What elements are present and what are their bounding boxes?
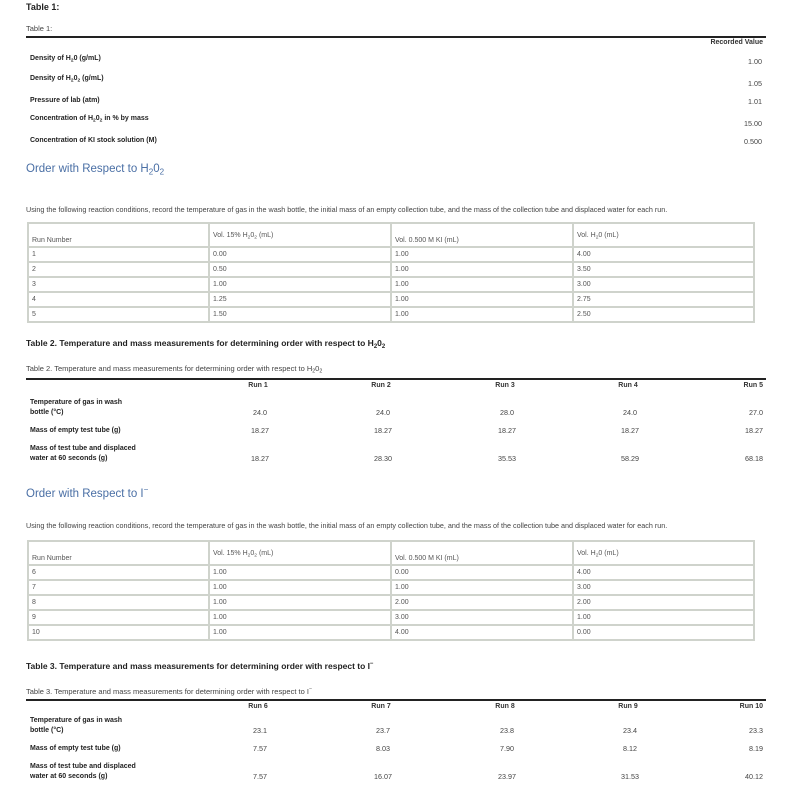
table-cell: 68.18 [745,454,763,463]
table-cell: 8.12 [623,744,637,753]
table2-col-run3: Run 3 [495,382,515,389]
table-cell: 23.97 [498,772,516,781]
cell-h2o2: 1.00 [209,565,391,580]
table-cell: 23.7 [376,726,390,735]
table1-value-density-water: 1.00 [748,57,762,66]
table-cell: 7.57 [253,744,267,753]
cell-ki: 1.00 [391,580,573,595]
header-vol-ki: Vol. 0.500 M KI (mL) [391,223,573,247]
table-cell: 35.53 [498,454,516,463]
table-cell: 27.0 [749,408,763,417]
table-cell: 7.57 [253,772,267,781]
table1-label-concentration-ki: Concentration of KI stock solution (M) [30,137,157,144]
cell-ki: 0.00 [391,565,573,580]
cell-h2o: 2.75 [573,292,754,307]
cell-h2o2: 1.00 [209,595,391,610]
header-run-number: Run Number [28,223,209,247]
table-cell: 58.29 [621,454,639,463]
table1-column-header: Recorded Value [710,39,763,46]
table3-label-temperature: Temperature of gas in wash bottle (°C) [30,717,123,734]
table3-col-run8: Run 8 [495,703,515,710]
cell-ki: 2.00 [391,595,573,610]
table-cell: 23.3 [749,726,763,735]
cell-run: 9 [28,610,209,625]
table3-caption: Table 3. Temperature and mass measurements for determining order with respect to I− [26,686,312,696]
cell-ki: 1.00 [391,307,573,322]
table2-col-run1: Run 1 [248,382,268,389]
section1-title: Order with Respect to $H_20_2$ [26,163,165,177]
cell-h2o2: 1.25 [209,292,391,307]
table-row [28,580,754,595]
table1-caption: Table 1: [26,24,53,33]
cell-ki: 1.00 [391,247,573,262]
table-cell: 24.0 [376,408,390,417]
table-cell: 8.19 [749,744,763,753]
table-row [28,277,754,292]
table-row [28,565,754,580]
cell-ki: 1.00 [391,262,573,277]
table-cell: 23.8 [500,726,514,735]
table1-value-concentration-ki: 0.500 [744,137,762,146]
table3-label-empty-mass: Mass of empty test tube (g) [30,745,121,752]
table-header-row [28,223,754,247]
table-cell: 24.0 [623,408,637,417]
table-row [28,262,754,277]
table2-label-displaced-mass: Mass of test tube and displaced water at 60 seconds (g) [30,445,136,462]
table2-heading: Table 2. Temperature and mass measurements for determining order with respect to $H_20_2$ [26,338,386,350]
header-vol-ki: Vol. 0.500 M KI (mL) [391,541,573,565]
table2-col-run2: Run 2 [371,382,391,389]
table1-label-density-water: Density of $H_20$ (g/mL) [30,55,101,64]
cell-ki: 1.00 [391,277,573,292]
cell-run: 10 [28,625,209,640]
cell-h2o2: 0.00 [209,247,391,262]
table-cell: 18.27 [621,426,639,435]
cell-h2o2: 0.50 [209,262,391,277]
header-run-number: Run Number [28,541,209,565]
table3-col-run10: Run 10 [739,703,763,710]
table3-col-run7: Run 7 [371,703,391,710]
section1-conditions-table [27,222,755,323]
cell-run: 1 [28,247,209,262]
cell-h2o2: 1.00 [209,580,391,595]
table2-label-empty-mass: Mass of empty test tube (g) [30,427,121,434]
table-row [28,307,754,322]
header-vol-water: Vol. $H_20$ (mL) [573,541,754,565]
cell-h2o: 4.00 [573,565,754,580]
section2-instructions: Using the following reaction conditions, record the temperature of gas in the wash bottle, the initial mass of an empty collection tube, and the mass of the collection tube and displaced water for each run. [26,521,668,530]
section1-instructions: Using the following reaction conditions, record the temperature of gas in the wash bottle, the initial mass of an empty collection tube, and the mass of the collection tube and displaced water for each run. [26,205,668,214]
table2-col-run5: Run 5 [743,382,763,389]
header-vol-peroxide: Vol. 15% $H_20_2$ (mL) [209,541,391,565]
table-row [28,610,754,625]
cell-run: 8 [28,595,209,610]
cell-run: 5 [28,307,209,322]
table1-value-concentration-peroxide: 15.00 [744,119,762,128]
table3-top-rule [26,699,766,701]
table-row [28,292,754,307]
table2-col-run4: Run 4 [618,382,638,389]
section2-title: Order with Respect to I− [26,485,149,500]
table-cell: 23.4 [623,726,637,735]
table-cell: 28.30 [374,454,392,463]
table-header-row [28,541,754,565]
cell-run: 4 [28,292,209,307]
cell-h2o: 3.00 [573,580,754,595]
table2-caption: Table 2. Temperature and mass measurements for determining order with respect to $H_20_2$ [26,364,323,375]
table-row [28,247,754,262]
table-cell: 18.27 [251,426,269,435]
table-row [28,595,754,610]
cell-h2o: 1.00 [573,610,754,625]
table-row [28,625,754,640]
table1-label-density-peroxide: Density of $H_20_2$ (g/mL) [30,75,104,84]
cell-h2o2: 1.50 [209,307,391,322]
table-cell: 8.03 [376,744,390,753]
cell-ki: 4.00 [391,625,573,640]
table-cell: 16.07 [374,772,392,781]
cell-h2o2: 1.00 [209,625,391,640]
cell-h2o: 4.00 [573,247,754,262]
cell-h2o: 3.00 [573,277,754,292]
table1-heading: Table 1: [26,2,60,12]
cell-run: 3 [28,277,209,292]
table1-label-pressure: Pressure of lab (atm) [30,97,100,104]
cell-h2o2: 1.00 [209,610,391,625]
table1-label-concentration-peroxide: Concentration of $H_20_2$ in % by mass [30,115,149,124]
table1-value-density-peroxide: 1.05 [748,79,762,88]
cell-h2o2: 1.00 [209,277,391,292]
cell-run: 2 [28,262,209,277]
cell-run: 7 [28,580,209,595]
table1-value-pressure: 1.01 [748,97,762,106]
table3-heading: Table 3. Temperature and mass measurements for determining order with respect to I− [26,661,374,671]
header-vol-water: Vol. $H_20$ (mL) [573,223,754,247]
table1-top-rule [26,36,766,38]
cell-h2o: 3.50 [573,262,754,277]
table-cell: 18.27 [251,454,269,463]
table-cell: 23.1 [253,726,267,735]
table-cell: 28.0 [500,408,514,417]
section2-conditions-table [27,540,755,641]
table3-col-run9: Run 9 [618,703,638,710]
table-cell: 18.27 [374,426,392,435]
cell-h2o: 2.00 [573,595,754,610]
table2-top-rule [26,378,766,380]
cell-h2o: 2.50 [573,307,754,322]
table-cell: 18.27 [498,426,516,435]
table2-label-temperature: Temperature of gas in wash bottle (°C) [30,399,123,416]
table-cell: 7.90 [500,744,514,753]
header-vol-peroxide: Vol. 15% $H_20_2$ (mL) [209,223,391,247]
table-cell: 18.27 [745,426,763,435]
table3-label-displaced-mass: Mass of test tube and displaced water at 60 seconds (g) [30,763,136,780]
table-cell: 24.0 [253,408,267,417]
cell-run: 6 [28,565,209,580]
cell-ki: 1.00 [391,292,573,307]
table3-col-run6: Run 6 [248,703,268,710]
cell-h2o: 0.00 [573,625,754,640]
table-cell: 31.53 [621,772,639,781]
cell-ki: 3.00 [391,610,573,625]
table-cell: 40.12 [745,772,763,781]
